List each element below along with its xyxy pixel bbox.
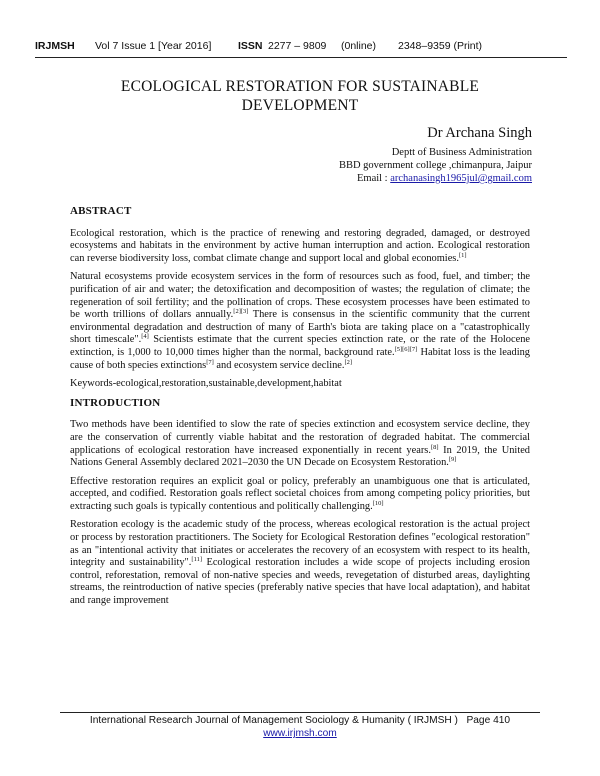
intro-p1-text-b: In 2019, the United Nations General Assembly declared 2021–2030 the UN Decade on Ecosystem Restoration. [70,444,531,469]
issn-label: ISSN [238,40,263,52]
running-footer [60,714,540,740]
abstract-paragraph-2 [70,271,530,372]
email-link[interactable]: archanasingh1965jul@gmail.com [390,173,532,184]
abstract-heading: ABSTRACT [70,205,132,217]
paper-title [60,77,540,115]
footer-journal-name: International Research Journal of Management Sociology & Humanity ( IRJMSH ) [89,715,458,726]
abstract-p2-text-e: and ecosystem service decline. [213,359,345,371]
citation-ref: [10] [372,499,384,507]
citation-ref: [9] [448,456,457,464]
author-email-line [232,172,532,185]
intro-p1-text-a: Two methods have been identified to slow the rate of species extinction and ecosystem service decline, they are the conservation of currently viable habitat and the restoration of degraded habitat. The commercial applications of ecological restoration have increased exponentially in recent years. [70,419,530,456]
citation-ref: [2] [344,358,353,366]
journal-website-link[interactable]: www.irjmsh.com [263,728,337,739]
page-number: Page 410 [466,715,511,726]
intro-paragraph-2 [70,476,530,514]
abstract-p2-text-a: Natural ecosystems provide ecosystem services in the form of resources such as food, fuel, and timber; the purification of air and water; the detoxification and decomposition of wastes; the regulation of climate; the regeneration of soil fertility; and the pollination of crops. These ecosystem processes have been estimated to be worth trillions of dollars annually. [70,271,530,321]
citation-ref: [2][3] [233,308,249,316]
author-college: BBD government college ,chimanpura, Jaipur [338,160,532,171]
footer-line-1 [60,714,540,727]
volume-info: Vol 7 Issue 1 [Year 2016] [95,40,212,52]
citation-ref: [5][6][7] [394,345,418,353]
intro-p3-text-b: Ecological restoration includes a wide scope of projects including erosion control, reforestation, removal of non-native species and weeds, revegetation of disturbed areas, daylighting streams, the reintroduction of native species (preferably native species that have local adaptation), and habitat and range improvement [70,557,531,607]
issn-print: 2277 – 9809 [268,40,327,52]
intro-p2-text: Effective restoration requires an explicit goal or policy, preferably an unambiguous one that is articulated, accepted, and codified. Restoration goals reflect societal choices from among competing policy priorities, but extracting such goals is typically contentious and politically challenging. [70,475,530,512]
footer-line-2 [60,727,540,740]
keywords: Keywords-ecological,restoration,sustainable,development,habitat [70,378,342,390]
abstract-p2-text-b: There is consensus in the scientific community that the current environmental degradation and destruction of many of Earth's biota are taking place on a "catastrophically short timescale". [70,309,530,346]
issn-online: 2348–9359 (Print) [398,40,483,52]
title-line-1: ECOLOGICAL RESTORATION FOR SUSTAINABLE [120,78,480,95]
author-department: Deptt of Business Administration [391,147,532,158]
header-divider [35,57,567,58]
abstract-p2-text-c: Scientists estimate that the current species extinction rate, or the rate of the Holocene extinction, is 1,000 to 10,000 times higher than the normal, background rate. [70,334,531,358]
email-label: Email : [356,173,391,184]
citation-ref: [1] [458,251,467,259]
abstract-paragraph-1 [70,228,530,266]
introduction-heading: INTRODUCTION [70,396,161,409]
intro-paragraph-3 [70,519,530,607]
intro-p3-text-a: Restoration ecology is the academic study of the process, whereas ecological restoration is the actual project or process by restoration practitioners. The Society for Ecological Restoration defines "ecological restoration" as an "intentional activity that initiates or accelerates the recovery of an ecosystem with respect to its health, integrity and sustainability". [70,519,530,569]
citation-ref: [8] [430,443,439,451]
author-name: Dr Archana Singh [427,125,532,141]
author-affiliation [232,146,532,185]
citation-ref: [7] [206,358,214,366]
citation-ref: [4] [141,333,149,341]
footer-divider [60,712,540,713]
abstract-p1-text: Ecological restoration, which is the practice of renewing and restoring degraded, damaged, or destroyed ecosystems and habitats in the environment by active human interruption and action. Ecological restoration can reverse biodiversity loss, combat climate change and support local and global economies. [70,227,530,264]
journal-abbrev: IRJMSH [35,40,75,52]
intro-paragraph-1 [70,419,530,469]
online-label: (0nline) [341,40,377,52]
title-line-2: DEVELOPMENT [241,97,359,114]
abstract-p2-text-d: Habitat loss is the leading cause of both species extinctions [70,346,530,371]
paper-body [70,205,530,614]
citation-ref: [11] [191,556,202,564]
